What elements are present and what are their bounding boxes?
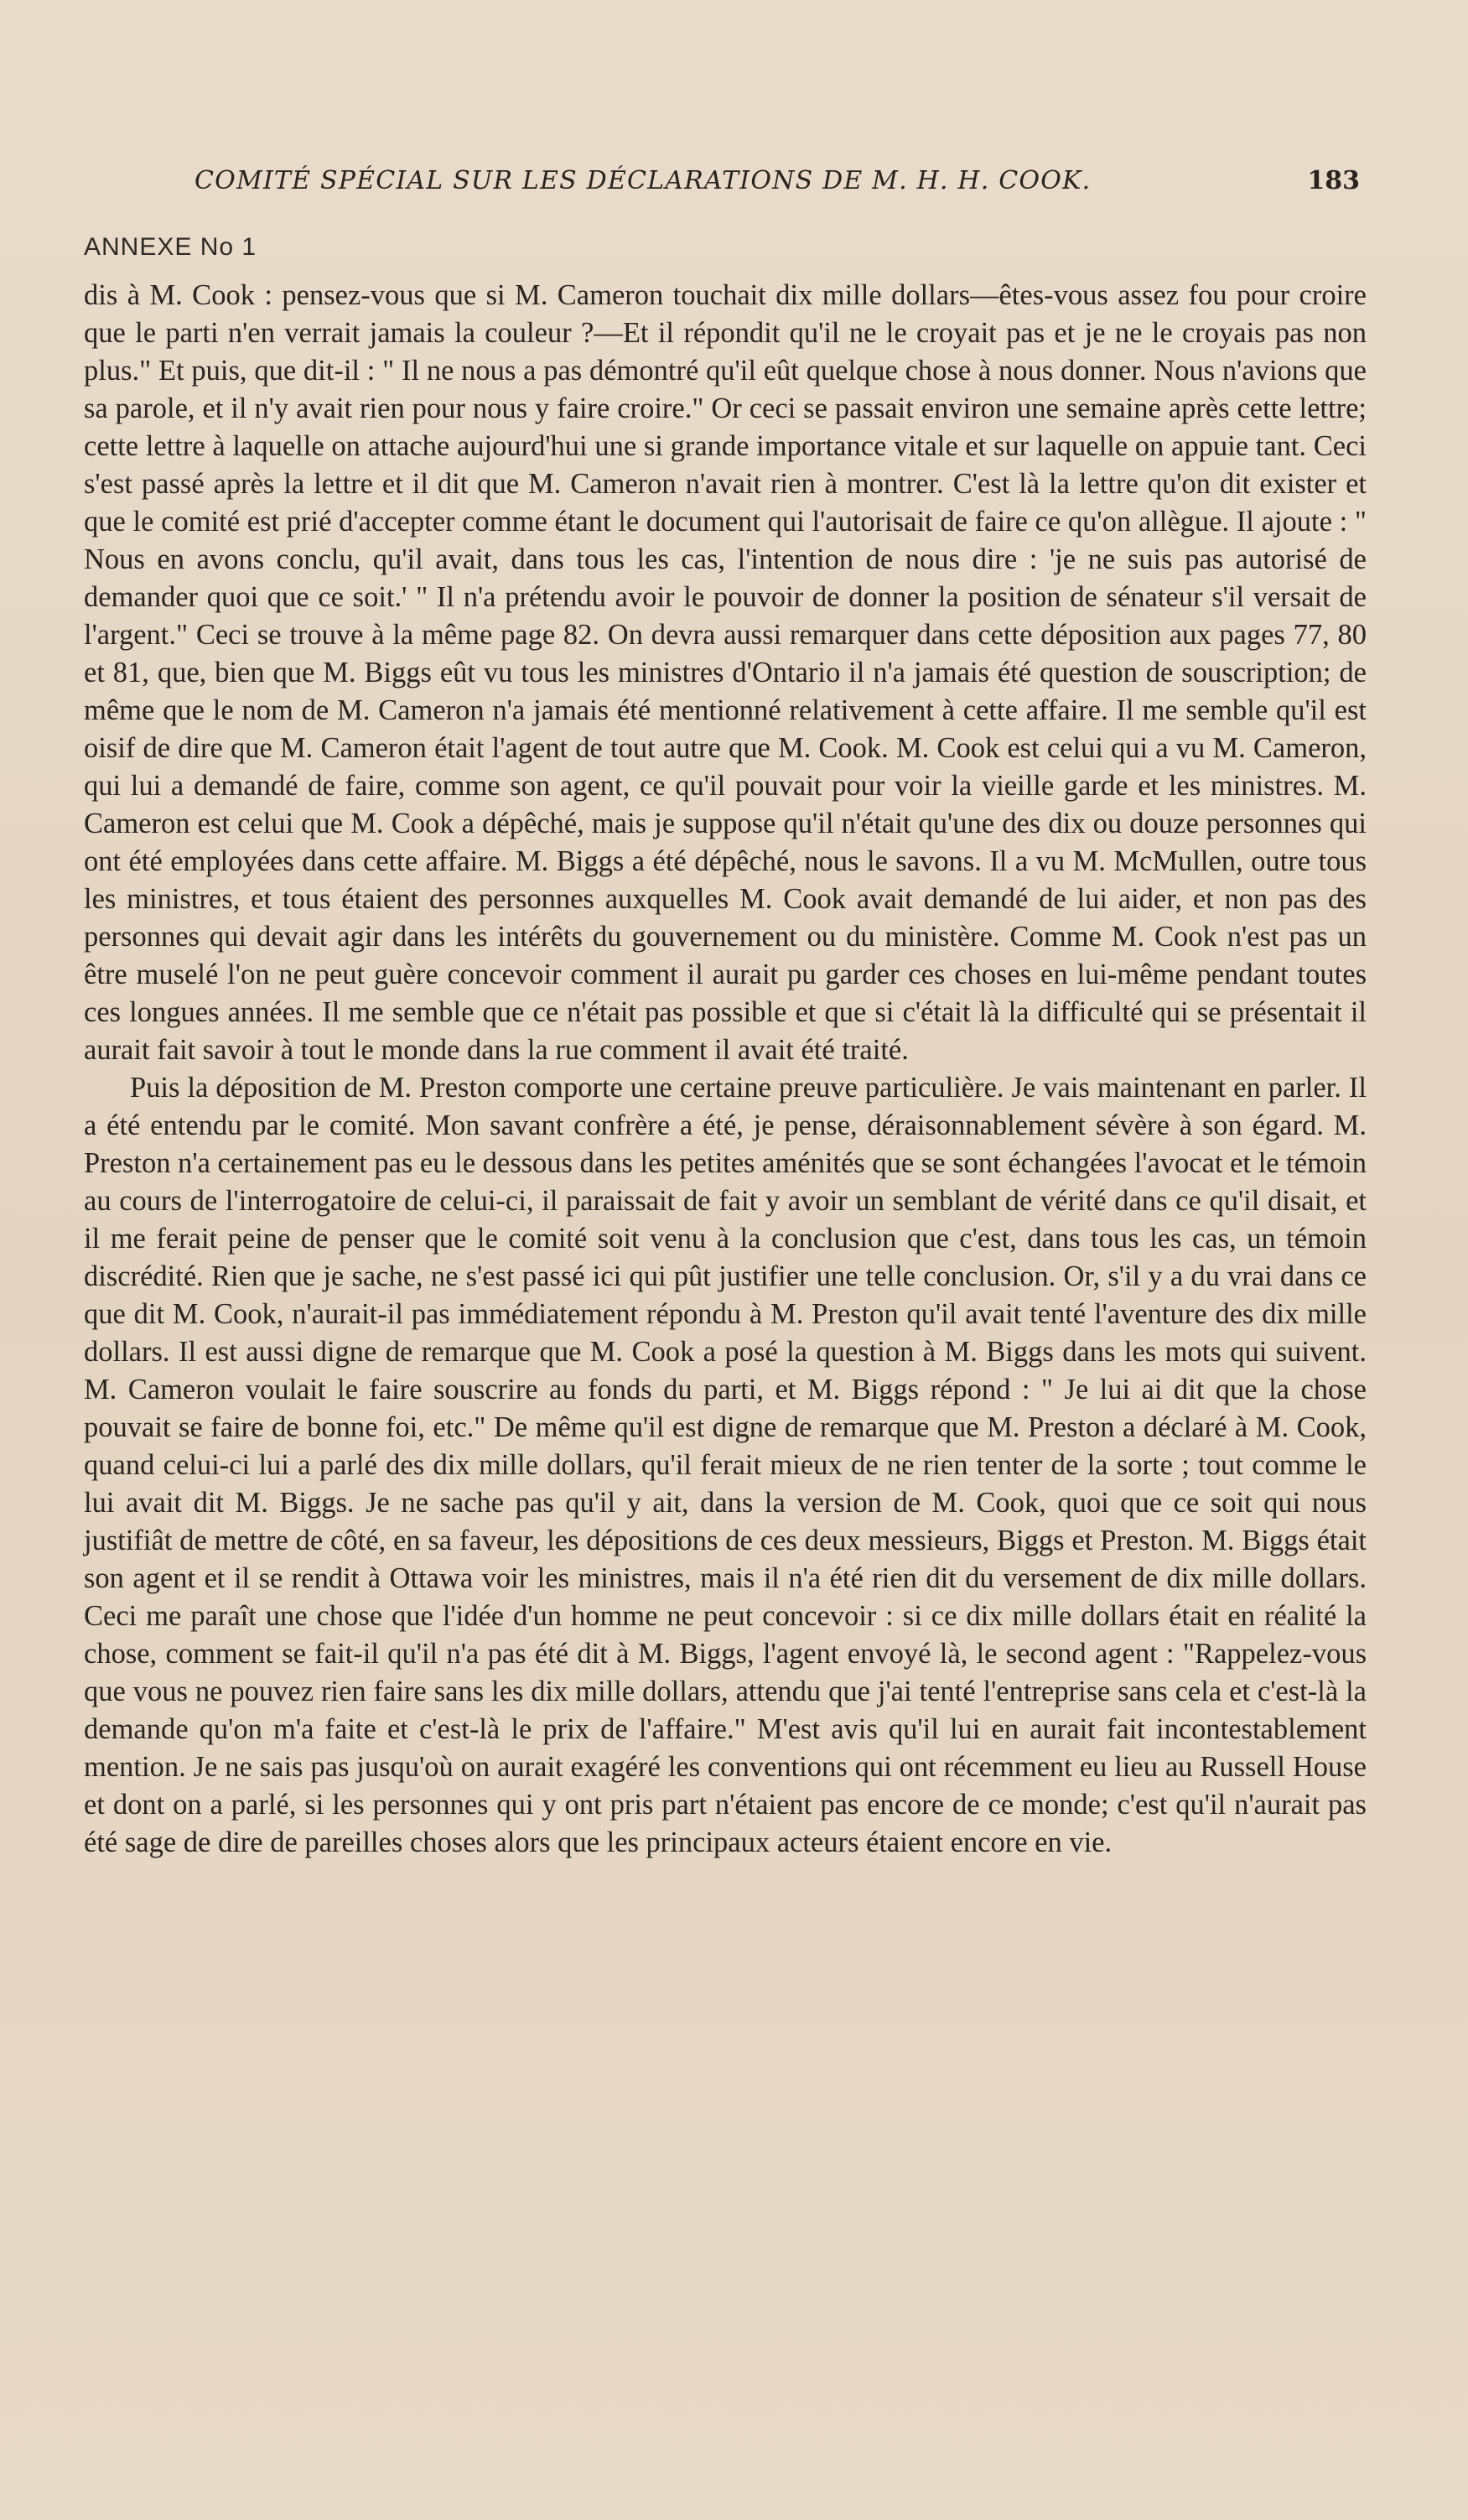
page-number: 183: [1307, 166, 1360, 195]
paragraph-2: Puis la déposition de M. Preston comporte une certaine preuve particulière. Je vais maintenant en parler. Il a été entendu par le comité. Mon savant confrère a été, je pense, déraisonnablement sévère à son égard. M. Preston n'a certainement pas eu le dessous dans les petites aménités que se sont échangées l'avocat et le témoin au cours de l'interrogatoire de celui-ci, il paraissait de fait y avoir un semblant de vérité dans ce qu'il disait, et il me ferait peine de penser que le comité soit venu à la conclusion que c'est, dans tous les cas, un témoin discrédité. Rien que je sache, ne s'est passé ici qui pût justifier une telle conclusion. Or, s'il y a du vrai dans ce que dit M. Cook, n'aurait-il pas immédiatement répondu à M. Preston qu'il avait tenté l'aventure des dix mille dollars. Il est aussi digne de remarque que M. Cook a posé la question à M. Biggs dans les mots qui suivent. M. Cameron voulait le faire souscrire au fonds du parti, et M. Biggs répond : " Je lui ai dit que la chose pouvait se faire de bonne foi, etc." De même qu'il est digne de remarque que M. Preston a déclaré à M. Cook, quand celui-ci lui a parlé des dix mille dollars, qu'il ferait mieux de ne rien tenter de la sorte ; tout comme le lui avait dit M. Biggs. Je ne sache pas qu'il y ait, dans la version de M. Cook, quoi que ce soit qui nous justifiât de mettre de côté, en sa faveur, les dépositions de ces deux messieurs, Biggs et Preston. M. Biggs était son agent et il se rendit à Ottawa voir les ministres, mais il n'a été rien dit du versement de dix mille dollars. Ceci me paraît une chose que l'idée d'un homme ne peut concevoir : si ce dix mille dollars était en réalité la chose, comment se fait-il qu'il n'a pas été dit à M. Biggs, l'agent envoyé là, le second agent : "Rappelez-vous que vous ne pouvez rien faire sans les dix mille dollars, attendu que j'ai tenté l'entreprise sans cela et c'est-là la demande qu'on m'a faite et c'est-là le prix de l'affaire." M'est avis qu'il lui en aurait fait incontestablement mention. Je ne sais pas jusqu'où on aurait exagéré les conventions qui ont récemment eu lieu au Russell House et dont on a parlé, si les personnes qui y ont pris part n'étaient pas encore de ce monde; c'est qu'il n'aurait pas été sage de dire de pareilles choses alors que les principaux acteurs étaient encore en vie.: [84, 1072, 1367, 1858]
running-title: COMITÉ SPÉCIAL SUR LES DÉCLARATIONS DE M. H. H. COOK.: [195, 166, 1092, 195]
annex-label: ANNEXE No 1: [84, 233, 257, 261]
paragraph-1: dis à M. Cook : pensez-vous que si M. Cameron touchait dix mille dollars—êtes-vous assez fou pour croire que le parti n'en verrait jamais la couleur ?—Et il répondit qu'il ne le croyait pas et je ne le croyais pas non plus." Et puis, que dit-il : " Il ne nous a pas démontré qu'il eût quelque chose à nous donner. Nous n'avions que sa parole, et il n'y avait rien pour nous y faire croire." Or ceci se passait environ une semaine après cette lettre; cette lettre à laquelle on attache aujourd'hui une si grande importance vitale et sur laquelle on appuie tant. Ceci s'est passé après la lettre et il dit que M. Cameron n'avait rien à montrer. C'est là la lettre qu'on dit exister et que le comité est prié d'accepter comme étant le document qui l'autorisait de faire ce qu'on allègue. Il ajoute : " Nous en avons conclu, qu'il avait, dans tous les cas, l'intention de nous dire : 'je ne suis pas autorisé de demander quoi que ce soit.' " Il n'a prétendu avoir le pouvoir de donner la position de sénateur s'il versait de l'argent." Ceci se trouve à la même page 82. On devra aussi remarquer dans cette déposition aux pages 77, 80 et 81, que, bien que M. Biggs eût vu tous les ministres d'Ontario il n'a jamais été question de souscription; de même que le nom de M. Cameron n'a jamais été mentionné relativement à cette affaire. Il me semble qu'il est oisif de dire que M. Cameron était l'agent de tout autre que M. Cook. M. Cook est celui qui a vu M. Cameron, qui lui a demandé de faire, comme son agent, ce qu'il pouvait pour voir la vieille garde et les ministres. M. Cameron est celui que M. Cook a dépêché, mais je suppose qu'il n'était qu'une des dix ou douze personnes qui ont été employées dans cette affaire. M. Biggs a été dépêché, nous le savons. Il a vu M. McMullen, outre tous les ministres, et tous étaient des personnes auxquelles M. Cook avait demandé de lui aider, et non pas des personnes qui devait agir dans les intérêts du gouvernement ou du ministère. Comme M. Cook n'est pas un être muselé l'on ne peut guère concevoir comment il aurait pu garder ces choses en lui-même pendant toutes ces longues années. Il me semble que ce n'était pas possible et que si c'était là la difficulté qui se présentait il aurait fait savoir à tout le monde dans la rue comment il avait été traité.: [84, 279, 1367, 1066]
body-text: [84, 277, 1367, 1862]
running-head: [195, 166, 1360, 208]
